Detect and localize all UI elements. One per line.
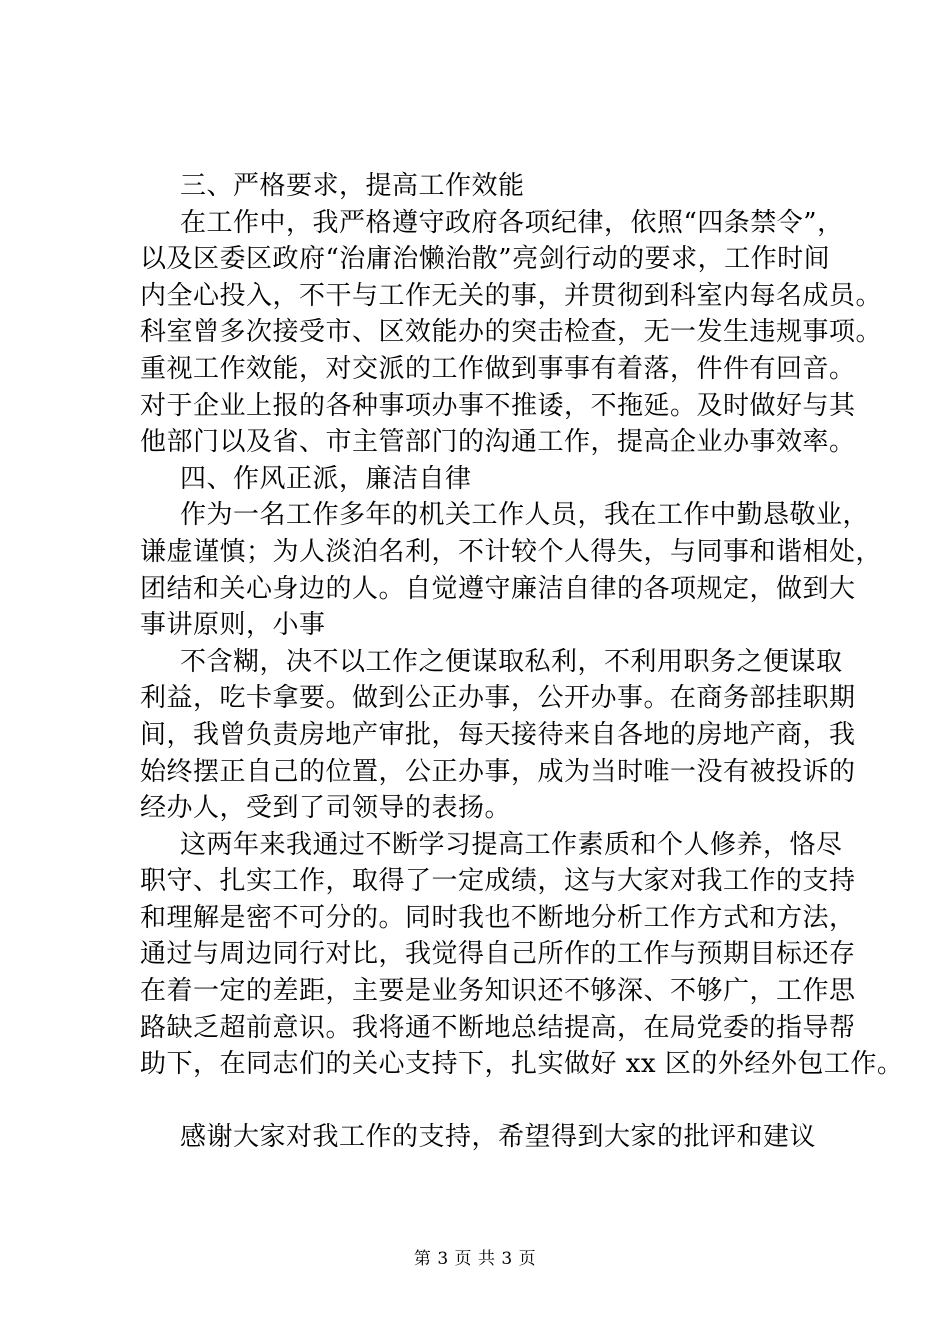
paragraph-line: 科室曾多次接受市、区效能办的突击检查，无一发生违规事项。 [140,317,883,348]
section-heading-4: 四、作风正派，廉洁自律 [180,463,472,494]
paragraph-line: 在着一定的差距，主要是业务知识还不够深、不够广，工作思 [140,976,856,1007]
closing-remark: 感谢大家对我工作的支持，希望得到大家的批评和建议 [180,1121,817,1152]
paragraph-line: 事讲原则，小事 [140,610,326,641]
page-footer: 第 3 页 共 3 页 [413,1249,537,1269]
paragraph-line: 和理解是密不可分的。同时我也不断地分析工作方式和方法， [140,902,856,933]
paragraph-line: 重视工作效能，对交派的工作做到事事有着落，件件有回音。 [140,353,856,384]
paragraph-line: 通过与周边同行对比，我觉得自己所作的工作与预期目标还存 [140,939,856,970]
paragraph-line: 作为一名工作多年的机关工作人员，我在工作中勤恳敬业， [180,500,870,531]
paragraph-line: 经办人，受到了司领导的表扬。 [140,793,512,824]
paragraph-line: 不含糊，决不以工作之便谋取私利，不利用职务之便谋取 [180,646,843,677]
paragraph-line: 这两年来我通过不断学习提高工作素质和个人修养，恪尽 [180,829,843,860]
paragraph-line: 团结和关心身边的人。自觉遵守廉洁自律的各项规定，做到大 [140,573,856,604]
paragraph-line: 以及区委区政府“治庸治懒治散”亮剑行动的要求，工作时间 [140,244,831,275]
paragraph-line: 间，我曾负责房地产审批，每天接待来自各地的房地产商，我 [140,719,856,750]
paragraph-line: 内全心投入，不干与工作无关的事，并贯彻到科室内每名成员。 [140,280,883,311]
paragraph-line: 利益，吃卡拿要。做到公正办事，公开办事。在商务部挂职期 [140,683,856,714]
paragraph-line: 在工作中，我严格遵守政府各项纪律，依照“四条禁令”， [180,207,844,238]
paragraph-spacer [140,1083,860,1119]
paragraph-line: 助下，在同志们的关心支持下，扎实做好 xx 区的外经外包工作。 [140,1049,904,1080]
paragraph-line: 对于企业上报的各种事项办事不推诿，不拖延。及时做好与其 [140,390,856,421]
paragraph-line: 谦虚谨慎；为人淡泊名利，不计较个人得失，与同事和谐相处， [140,536,883,567]
paragraph-line: 始终摆正自己的位置，公正办事，成为当时唯一没有被投诉的 [140,756,856,787]
paragraph-line: 他部门以及省、市主管部门的沟通工作，提高企业办事效率。 [140,427,856,458]
paragraph-line: 职守、扎实工作，取得了一定成绩，这与大家对我工作的支持 [140,866,856,897]
paragraph-line: 路缺乏超前意识。我将通不断地总结提高，在局党委的指导帮 [140,1012,856,1043]
section-heading-3: 三、严格要求，提高工作效能 [180,171,525,201]
document-body [140,168,904,1155]
